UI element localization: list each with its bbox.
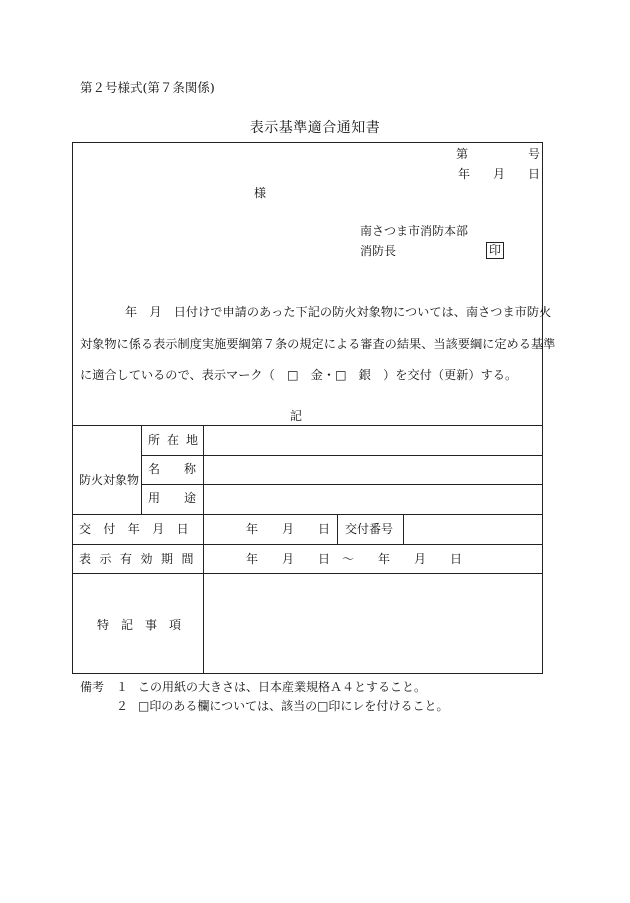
date-year-label: 年 [458,167,471,181]
row-rule-1 [141,455,543,456]
date-month-label: 月 [493,167,506,181]
validity-period-value: 年 月 日 ～ 年 月 日 [246,552,463,566]
row-rule-4 [72,544,543,545]
number-prefix: 第 [456,147,469,161]
location-label-text: 所在地 [148,433,206,447]
validity-period-label: 表示有効期間 [79,552,203,566]
note-2-text: □印のある欄については、該当の□印にレを付けること。 [138,699,449,713]
issue-date-day: 日 [318,522,331,536]
body-line-1: 年 月 日付けで申請のあった下記の防火対象物については、南さつま市防火 [125,305,552,319]
special-notes-label: 特記事項 [97,618,194,632]
fire-prevention-object-label: 防火対象物 [79,473,140,487]
name-label-text: 名称 [148,462,221,476]
col-rule-issue-no-right [403,514,404,544]
form-frame [72,142,543,674]
issuer-organization: 南さつま市消防本部 [360,224,469,238]
name-label [148,462,221,476]
location-label [148,433,206,447]
use-label [148,491,221,505]
note-1-text: この用紙の大きさは、日本産業規格Ａ４とすること。 [138,680,427,694]
body-line-3: に適合しているので、表示マーク（ □ 金・□ 銀 ）を交付（更新）する。 [80,368,518,382]
form-number: 第２号様式(第７条関係) [80,80,215,95]
issue-date-year: 年 [246,522,259,536]
col-rule-issue-no-left [337,514,338,544]
issuer-title: 消防長 [360,244,397,258]
col-rule-group [141,425,142,514]
row-rule-3 [72,514,543,515]
addressee-suffix: 様 [254,186,267,200]
issue-date-label: 交付年月日 [79,522,202,536]
document-title: 表示基準適合通知書 [249,120,381,136]
issue-date-month: 月 [282,522,295,536]
table-top-rule [72,425,543,426]
seal-label: 印 [486,242,504,259]
number-suffix: 号 [528,147,541,161]
row-rule-5 [72,573,543,574]
note-2-number: ２ [116,699,129,713]
date-day-label: 日 [528,167,541,181]
row-rule-2 [141,484,543,485]
ki-label: 記 [290,409,303,423]
issue-number-label: 交付番号 [345,522,394,536]
notes-label: 備考 [80,680,105,694]
body-line-2: 対象物に係る表示制度実施要綱第７条の規定による審査の結果、当該要綱に定める基準 [80,337,556,351]
note-1-number: １ [116,680,129,694]
use-label-text: 用途 [148,491,221,505]
seal-mark [486,242,504,259]
